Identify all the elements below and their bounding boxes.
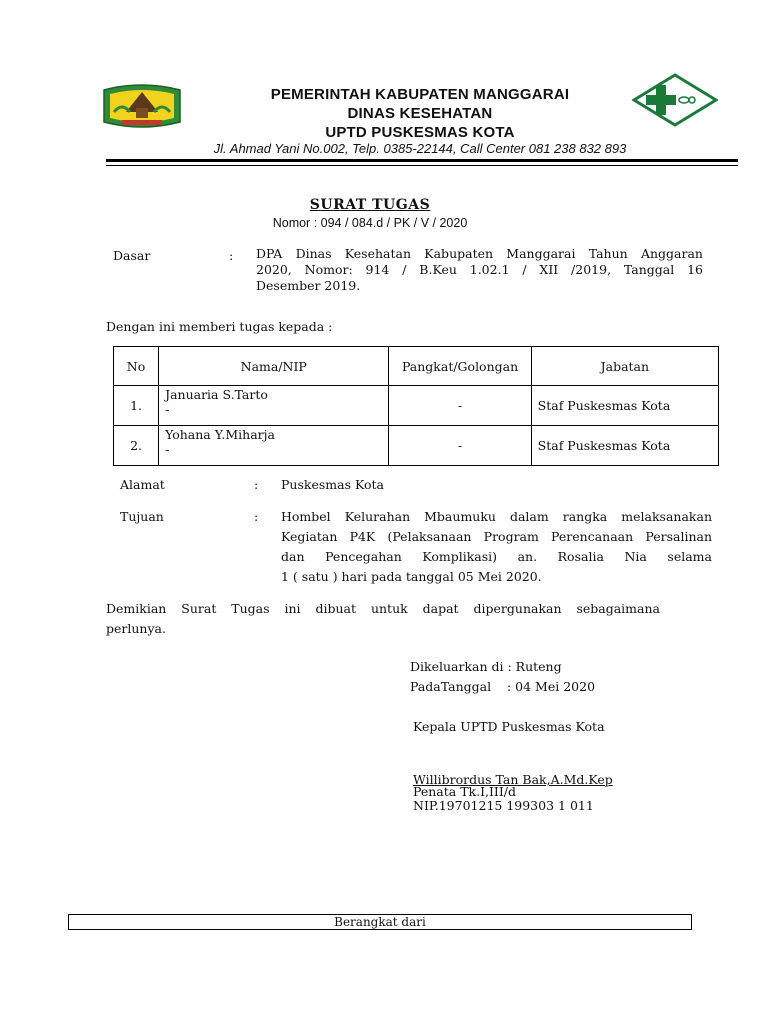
table-header-rank: Pangkat/Golongan — [389, 347, 531, 386]
tujuan-text-line2: Kegiatan P4K (Pelaksanaan Program Perencanaan Persalinan — [281, 529, 712, 544]
alamat-label: Alamat — [120, 477, 165, 492]
signatory-nip: NIP.19701215 199303 1 011 — [413, 798, 594, 813]
table-header-position: Jabatan — [531, 347, 718, 386]
row-rank: - — [389, 426, 531, 466]
row-name: Yohana Y.Miharja — [165, 427, 275, 442]
row-position: Staf Puskesmas Kota — [531, 386, 718, 426]
table-header-no: No — [114, 347, 159, 386]
dasar-colon: : — [229, 248, 234, 263]
table-row — [114, 426, 719, 466]
dasar-text-line2: 2020, Nomor: 914 / B.Keu 1.02.1 / XII /2019, Tanggal 16 — [256, 262, 703, 277]
dasar-text-line3: Desember 2019. — [256, 278, 361, 293]
signatory-rank: Penata Tk.I,III/d — [413, 784, 517, 799]
assignee-table — [113, 346, 719, 466]
issued-place: Dikeluarkan di : Ruteng — [410, 659, 562, 674]
tujuan-colon: : — [254, 509, 259, 524]
departure-box — [68, 914, 692, 930]
table-row — [114, 386, 719, 426]
dasar-label: Dasar — [113, 248, 151, 263]
table-header-name: Nama/NIP — [159, 347, 389, 386]
row-nip: - — [165, 402, 170, 417]
row-position: Staf Puskesmas Kota — [531, 426, 718, 466]
tujuan-text-line3: dan Pencegahan Komplikasi) an. Rosalia Nia selama — [281, 549, 712, 564]
dasar-text-line1: DPA Dinas Kesehatan Kabupaten Manggarai Tahun Anggaran — [256, 246, 703, 261]
issued-date: PadaTanggal : 04 Mei 2020 — [410, 679, 596, 694]
departure-label: Berangkat dari — [334, 915, 426, 929]
manggarai-emblem-logo — [100, 82, 184, 130]
header-divider-thin — [106, 165, 738, 166]
header-unit: UPTD PUSKESMAS KOTA — [325, 124, 515, 141]
header-divider-thick — [106, 159, 738, 162]
row-nip: - — [165, 442, 170, 457]
puskesmas-logo — [632, 73, 718, 127]
tujuan-text-line1: Hombel Kelurahan Mbaumuku dalam rangka melaksanakan — [281, 509, 712, 524]
row-rank: - — [389, 386, 531, 426]
table-header-row — [114, 347, 719, 386]
row-no: 1. — [114, 386, 159, 426]
header-department: DINAS KESEHATAN — [347, 105, 493, 122]
assignment-intro: Dengan ini memberi tugas kepada : — [106, 319, 333, 334]
row-name: Januaria S.Tarto — [165, 387, 268, 402]
header-address: Jl. Ahmad Yani No.002, Telp. 0385-22144, Call Center 081 238 832 893 — [213, 141, 627, 156]
document-title: SURAT TUGAS — [309, 197, 431, 213]
row-no: 2. — [114, 426, 159, 466]
document-number: Nomor : 094 / 084.d / PK / V / 2020 — [272, 216, 468, 230]
alamat-value: Puskesmas Kota — [281, 477, 384, 492]
row-name-nip — [159, 426, 389, 466]
signatory-position: Kepala UPTD Puskesmas Kota — [413, 719, 605, 734]
row-name-nip — [159, 386, 389, 426]
header-government: PEMERINTAH KABUPATEN MANGGARAI — [270, 86, 570, 103]
signatory-name: Willibrordus Tan Bak,A.Md.Kep — [413, 772, 613, 787]
tujuan-text-line4: 1 ( satu ) hari pada tanggal 05 Mei 2020. — [281, 569, 542, 584]
tujuan-label: Tujuan — [120, 509, 164, 524]
closing-line1: Demikian Surat Tugas ini dibuat untuk dapat dipergunakan sebagaimana — [106, 601, 660, 616]
alamat-colon: : — [254, 477, 259, 492]
closing-line2: perlunya. — [106, 621, 166, 636]
